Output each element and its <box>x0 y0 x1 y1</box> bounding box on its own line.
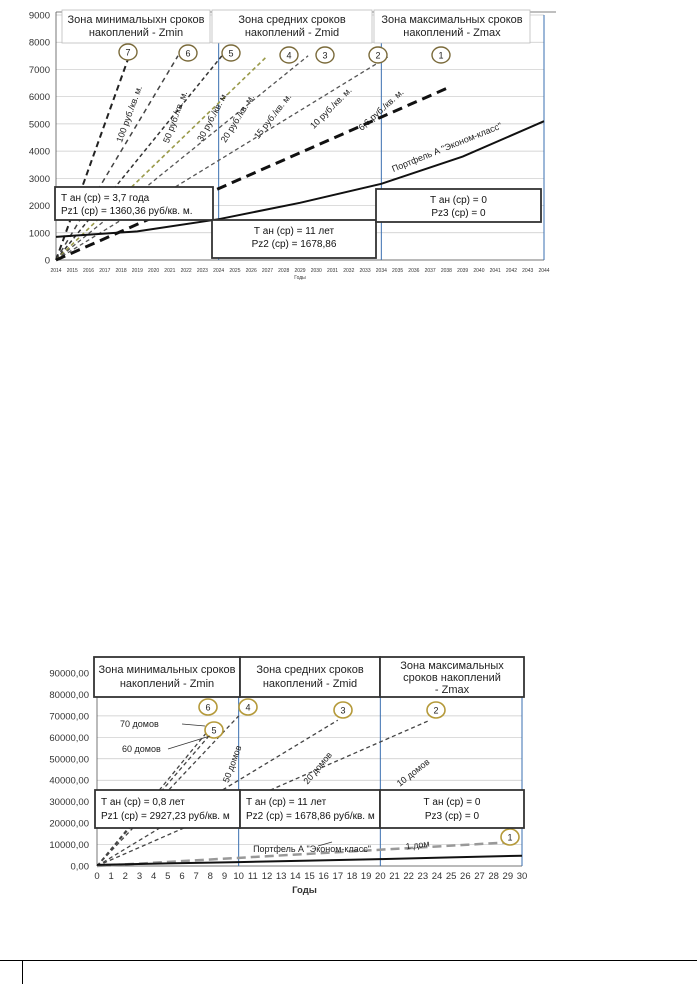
y-tick-label: 9000 <box>28 10 50 22</box>
y-tick-label: 10000,00 <box>49 840 89 852</box>
y-tick-label: 50000,00 <box>49 754 89 766</box>
x-tick-label: 16 <box>318 871 329 882</box>
x-tick-label: 9 <box>221 871 228 882</box>
x-tick-label: 2034 <box>375 268 387 274</box>
x-tick-label: 2041 <box>489 268 501 274</box>
zone-title-line1: Зона средних сроков <box>238 14 346 26</box>
x-tick-label: 2018 <box>115 268 127 274</box>
info-box-line1: Т ан (ср) = 0 <box>423 797 481 808</box>
x-tick-label: 30 <box>516 871 528 882</box>
x-tick-label: 14 <box>290 871 301 882</box>
info-box-line1: Т ан (ср) = 11 лет <box>253 226 335 237</box>
x-axis-label: Годы <box>292 885 317 896</box>
x-tick-label: 2020 <box>148 268 160 274</box>
series-marker-number: 5 <box>228 48 234 59</box>
info-box-line2: Рz2 (ср) = 1678,86 руб/кв. м <box>246 811 375 822</box>
x-tick-label: 2027 <box>261 268 274 274</box>
x-tick-label: 2036 <box>408 268 420 274</box>
x-tick-label: 28 <box>488 871 499 882</box>
x-tick-label: 21 <box>389 871 400 882</box>
x-tick-label: 2017 <box>99 268 111 274</box>
y-tick-label: 3000 <box>28 173 50 185</box>
x-tick-label: 15 <box>304 871 315 882</box>
x-tick-label: 2022 <box>180 268 192 274</box>
info-box <box>240 790 380 828</box>
series-marker-number: 1 <box>507 832 513 843</box>
footer-corner <box>22 960 23 984</box>
zone-title-line3: - Zmax <box>434 684 470 696</box>
x-tick-label: 2040 <box>473 268 485 274</box>
x-tick-label: 17 <box>332 871 344 882</box>
x-tick-label: 2014 <box>50 268 62 274</box>
series-marker-number: 5 <box>211 725 217 736</box>
series-label: Портфель А "Эконом-класс" <box>253 844 371 854</box>
zone-header <box>240 657 380 697</box>
x-tick-label: 2023 <box>196 268 208 274</box>
x-tick-label: 2037 <box>424 268 436 274</box>
series-marker-number: 6 <box>205 702 211 713</box>
zone-title-line1: Зона максимальных сроков <box>381 14 523 26</box>
x-tick-label: 26 <box>460 871 471 882</box>
series-marker-number: 4 <box>245 702 251 713</box>
x-tick-label: 2031 <box>326 268 339 274</box>
y-tick-label: 30000,00 <box>49 797 89 809</box>
y-tick-label: 1000 <box>28 228 50 240</box>
zone-title-line2: накоплений - Zmax <box>403 27 501 39</box>
zone-title-line2: накоплений - Zmid <box>262 678 358 690</box>
x-tick-label: 2035 <box>392 268 404 274</box>
x-tick-label: 2025 <box>229 268 241 274</box>
series-label: Портфель А "Эконом-класс" <box>390 120 504 174</box>
info-box-line1: Т ан (ср) = 0 <box>430 195 487 206</box>
x-tick-label: 2024 <box>213 268 225 274</box>
x-tick-label: 13 <box>275 871 287 882</box>
zone-title-line1: Зона минимальыхн сроков <box>67 14 205 26</box>
zone-header <box>94 657 240 697</box>
x-tick-label: 1 <box>108 871 114 882</box>
x-tick-label: 25 <box>445 871 457 882</box>
x-tick-label: 18 <box>346 871 358 882</box>
series-label: 10 руб./кв. м. <box>308 85 354 131</box>
zone-title-line1: Зона максимальных <box>400 660 504 672</box>
series-label: 60 домов <box>122 744 161 754</box>
y-tick-label: 6000 <box>28 92 50 104</box>
info-box-line2: Рz1 (ср) = 2927,23 руб/кв. м <box>101 811 230 822</box>
series-label: 20 руб./кв. м. <box>218 92 257 145</box>
info-box-line2: Рz3 (ср) = 0 <box>424 811 480 822</box>
x-tick-label: 2028 <box>278 268 290 274</box>
y-tick-label: 20000,00 <box>49 818 89 830</box>
series-line <box>97 856 522 865</box>
y-tick-label: 60000,00 <box>49 732 89 744</box>
x-tick-label: 2 <box>122 871 128 882</box>
info-box-line1: Т ан (ср) = 11 лет <box>246 797 327 808</box>
x-tick-label: 8 <box>207 871 213 882</box>
x-tick-label: 2038 <box>440 268 452 274</box>
y-tick-label: 0,00 <box>70 861 89 873</box>
series-marker-number: 7 <box>125 47 131 58</box>
y-tick-label: 8000 <box>28 37 50 49</box>
x-tick-label: 12 <box>261 871 273 882</box>
series-label: 6,6 руб./кв. м. <box>356 86 406 133</box>
y-tick-label: 0 <box>44 255 50 267</box>
series-label: 70 домов <box>120 719 159 729</box>
zone-title-line2: накоплений - Zmin <box>119 678 215 690</box>
info-box-line2: Рz2 (ср) = 1678,86 <box>251 239 337 250</box>
x-tick-label: 7 <box>193 871 199 882</box>
x-axis-label: Годы <box>294 275 306 281</box>
series-marker-number: 2 <box>433 705 439 716</box>
series-label: 30 руб./кв. м. <box>195 90 230 144</box>
x-tick-label: 3 <box>136 871 143 882</box>
x-tick-label: 2029 <box>294 268 306 274</box>
x-tick-label: 2016 <box>82 268 95 274</box>
footer-rule <box>0 960 697 961</box>
info-box-line2: Рz1 (ср) = 1360,36 руб/кв. м. <box>61 206 193 217</box>
y-tick-label: 4000 <box>28 146 50 158</box>
x-tick-label: 27 <box>474 871 485 882</box>
series-label: 50 руб./кв. м. <box>161 89 190 145</box>
x-tick-label: 10 <box>233 871 244 882</box>
y-tick-label: 40000,00 <box>49 775 89 787</box>
x-tick-label: 2026 <box>245 268 257 274</box>
chart-1 <box>0 0 697 300</box>
y-tick-label: 5000 <box>28 119 50 131</box>
x-tick-label: 20 <box>375 871 386 882</box>
x-tick-label: 2042 <box>505 268 518 274</box>
x-tick-label: 29 <box>502 871 514 882</box>
x-tick-label: 5 <box>165 871 171 882</box>
x-tick-label: 6 <box>179 871 185 882</box>
series-marker-number: 1 <box>438 50 444 61</box>
series-label: 15 руб./кв. м. <box>251 91 294 141</box>
x-tick-label: 4 <box>151 871 157 882</box>
series-marker-number: 3 <box>322 50 328 61</box>
x-tick-label: 2021 <box>164 268 176 274</box>
y-tick-label: 70000,00 <box>49 711 89 723</box>
y-tick-label: 2000 <box>28 201 50 213</box>
info-box-line1: Т ан (ср) = 3,7 года <box>61 193 150 204</box>
info-box-line1: Т ан (ср) = 0,8 лет <box>101 797 185 808</box>
x-tick-label: 2019 <box>131 268 143 274</box>
x-tick-label: 2039 <box>457 268 469 274</box>
x-tick-label: 24 <box>431 871 443 882</box>
x-tick-label: 0 <box>94 871 100 882</box>
info-box <box>380 790 524 828</box>
zone-title-line2: накоплений - Zmin <box>88 27 184 39</box>
zone-title-line2: накоплений - Zmid <box>244 27 340 39</box>
series-label: 20 домов <box>301 750 334 787</box>
label-leader <box>182 724 205 726</box>
x-tick-label: 11 <box>247 871 258 882</box>
x-tick-label: 2044 <box>538 268 550 274</box>
y-tick-label: 90000,00 <box>49 668 89 680</box>
series-label: 100 руб./кв. м. <box>114 84 145 144</box>
x-tick-label: 23 <box>417 871 429 882</box>
series-marker-number: 4 <box>286 50 292 61</box>
zone-title-line1: Зона средних сроков <box>256 664 364 676</box>
x-tick-label: 2030 <box>310 268 322 274</box>
x-tick-label: 2033 <box>359 268 371 274</box>
series-marker-number: 3 <box>340 705 346 716</box>
x-tick-label: 2032 <box>343 268 355 274</box>
info-box-line2: Рz3 (ср) = 0 <box>431 208 486 219</box>
info-box <box>95 790 240 828</box>
series-label: 1 дом <box>405 838 431 852</box>
x-tick-label: 19 <box>360 871 372 882</box>
series-label: 10 домов <box>394 756 432 789</box>
y-tick-label: 7000 <box>28 64 50 76</box>
zone-title-line1: Зона минимальных сроков <box>98 664 236 676</box>
series-marker-number: 2 <box>375 50 381 61</box>
y-tick-label: 80000,00 <box>49 689 89 701</box>
series-marker-number: 6 <box>185 48 191 59</box>
x-tick-label: 2043 <box>522 268 534 274</box>
x-tick-label: 22 <box>403 871 414 882</box>
chart-2 <box>0 640 697 910</box>
x-tick-label: 2015 <box>66 268 78 274</box>
series-label: 50 домов <box>220 744 244 784</box>
zone-title-line2: сроков накоплений <box>403 672 501 684</box>
